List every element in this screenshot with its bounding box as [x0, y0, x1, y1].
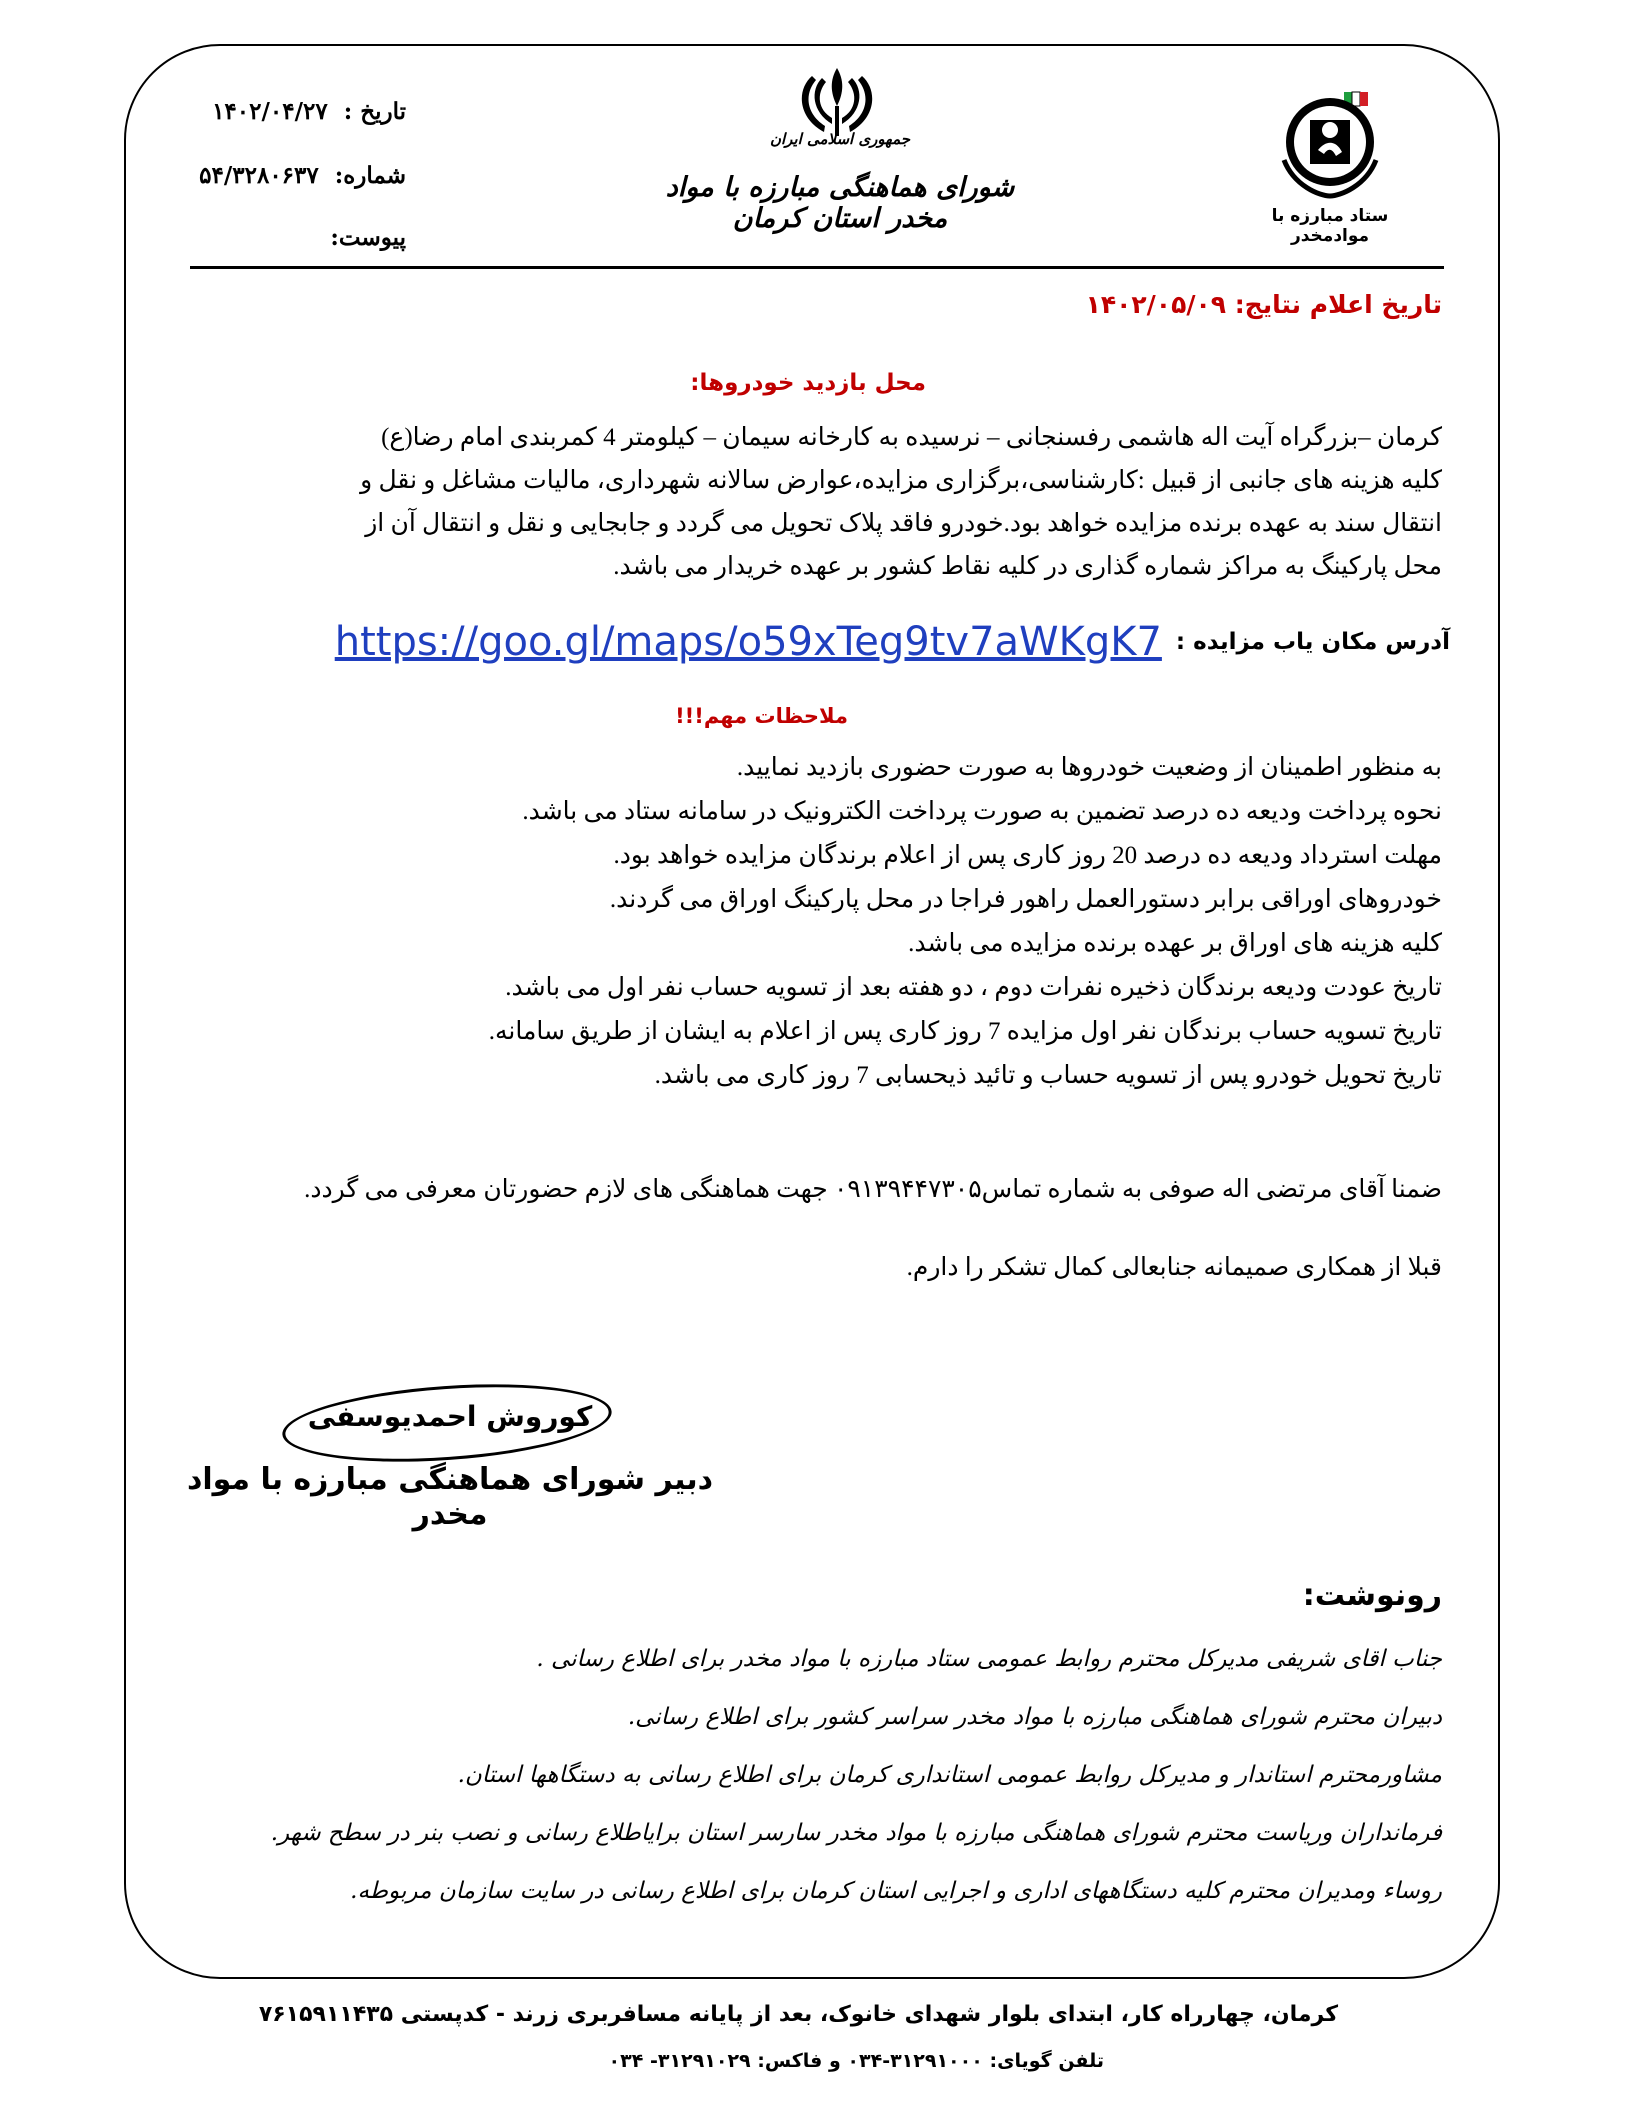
- letter-date-label: تاریخ :: [343, 98, 406, 125]
- iran-emblem-icon: [792, 62, 882, 140]
- note-item: تاریخ تحویل خودرو پس از تسویه حساب و تائید ذیحسابی 7 روز کاری می باشد.: [654, 1062, 1442, 1089]
- location-line: انتقال سند به عهده برنده مزایده خواهد بود.خودرو فاقد پلاک تحویل می گردد و جابجایی و نقل و انتقال آن از: [365, 510, 1442, 537]
- location-line: محل پارکینگ به مراکز شماره گذاری در کلیه نقاط کشور بر عهده خریدار می باشد.: [613, 553, 1442, 580]
- cc-heading: رونوشت:: [1302, 1578, 1442, 1613]
- signatory-title: دبیر شورای هماهنگی مبارزه با مواد مخدر: [186, 1462, 714, 1532]
- note-item: خودروهای اوراقی برابر دستورالعمل راهور فراجا در محل پارکینگ اوراق می گردند.: [609, 886, 1442, 913]
- cc-item: جناب اقای شریفی مدیرکل محترم روابط عمومی ستاد مبارزه با مواد مخدر برای اطلاع رسانی .: [536, 1646, 1442, 1672]
- anti-narcotics-logo-icon: [1270, 90, 1390, 200]
- cc-item: مشاورمحترم استاندار و مدیرکل روابط عمومی استانداری کرمان برای اطلاع رسانی به دستگاهها استان.: [457, 1762, 1442, 1788]
- thanks-line: قبلا از همکاری صمیمانه جنابعالی کمال تشکر را دارم.: [906, 1254, 1442, 1281]
- letter-number: [199, 162, 406, 189]
- results-date: تاریخ اعلام نتایج: ۱۴۰۲/۰۵/۰۹: [1085, 290, 1442, 319]
- letter-attachment: [330, 224, 406, 251]
- note-item: کلیه هزینه های اوراق بر عهده برنده مزایده می باشد.: [908, 930, 1442, 957]
- council-title: شورای هماهنگی مبارزه با مواد مخدر استان کرمان: [665, 172, 1015, 234]
- note-item: نحوه پرداخت ودیعه ده درصد تضمین به صورت پرداخت الکترونیک در سامانه ستاد می باشد.: [522, 798, 1442, 825]
- note-item: تاریخ تسویه حساب برندگان نفر اول مزایده 7 روز کاری پس از اعلام به ایشان از طریق سامانه.: [488, 1018, 1442, 1045]
- letter-number-value: ۵۴/۳۲۸۰۶۳۷: [199, 162, 319, 189]
- location-paragraph: [202, 416, 1442, 588]
- header-divider: [190, 266, 1444, 269]
- letter-date: [212, 98, 406, 125]
- map-address-label: آدرس مکان یاب مزایده :: [1175, 629, 1450, 655]
- letter-date-value: ۱۴۰۲/۰۴/۲۷: [212, 98, 328, 125]
- letter-number-label: شماره:: [334, 162, 406, 189]
- cc-list: [142, 1630, 1442, 1920]
- cc-item: فرمانداران وریاست محترم شورای هماهنگی مبارزه با مواد مخدر سارسر استان برایاطلاع رسانی و نصب بنر در سطح شهر.: [270, 1820, 1442, 1846]
- location-line: کرمان –بزرگراه آیت اله هاشمی رفسنجانی – نرسیده به کارخانه سیمان – کیلومتر 4 کمربندی امام رضا(ع): [381, 424, 1442, 451]
- contact-line: ضمنا آقای مرتضی اله صوفی به شماره تماس۰۹۱۳۹۴۴۷۳۰۵ جهت هماهنگی های لازم حضورتان معرفی می گردد.: [304, 1176, 1442, 1203]
- cc-item: روساء ومدیران محترم کلیه دستگاههای اداری و اجرایی استان کرمان برای اطلاع رسانی در سایت سازمان مربوطه.: [350, 1878, 1442, 1904]
- location-heading: محل بازدید خودروها:: [690, 370, 926, 396]
- notes-list: [202, 746, 1442, 1098]
- notes-heading: ملاحظات مهم!!!: [675, 704, 848, 728]
- republic-title: جمهوری اسلامی ایران: [769, 130, 911, 148]
- location-line: کلیه هزینه های جانبی از قبیل :کارشناسی،برگزاری مزایده،عوارض سالانه شهرداری، مالیات مشاغل و نقل و: [360, 467, 1442, 494]
- letter-attachment-label: پیوست:: [330, 224, 406, 251]
- footer-address: کرمان، چهارراه کار، ابتدای بلوار شهدای خانوک، بعد از پایانه مسافربری زرند - کدپستی ۷۶۱۵۹۱۱۴۳۵: [258, 2002, 1338, 2027]
- signatory-name: کوروش احمدیوسفی: [307, 1400, 593, 1433]
- map-address-row: [150, 612, 1450, 672]
- footer-phones: تلفن گویای: ۳۱۲۹۱۰۰۰-۰۳۴ و فاکس: ۳۱۲۹۱۰۲۹- ۰۳۴: [608, 2050, 1104, 2072]
- note-item: به منظور اطمینان از وضعیت خودروها به صورت حضوری بازدید نمایید.: [736, 754, 1442, 781]
- logo-caption: ستاد مبارزه با موادمخدر: [1271, 206, 1389, 246]
- cc-item: دبیران محترم شورای هماهنگی مبارزه با مواد مخدر سراسر کشور برای اطلاع رسانی.: [627, 1704, 1442, 1730]
- note-item: مهلت استرداد ودیعه ده درصد 20 روز کاری پس از اعلام برندگان مزایده خواهد بود.: [613, 842, 1442, 869]
- note-item: تاریخ عودت ودیعه برندگان ذخیره نفرات دوم ، دو هفته بعد از تسویه حساب نفر اول می باشد.: [505, 974, 1442, 1001]
- map-address-link[interactable]: https://goo.gl/maps/o59xTeg9tv7aWKgK7: [334, 619, 1162, 665]
